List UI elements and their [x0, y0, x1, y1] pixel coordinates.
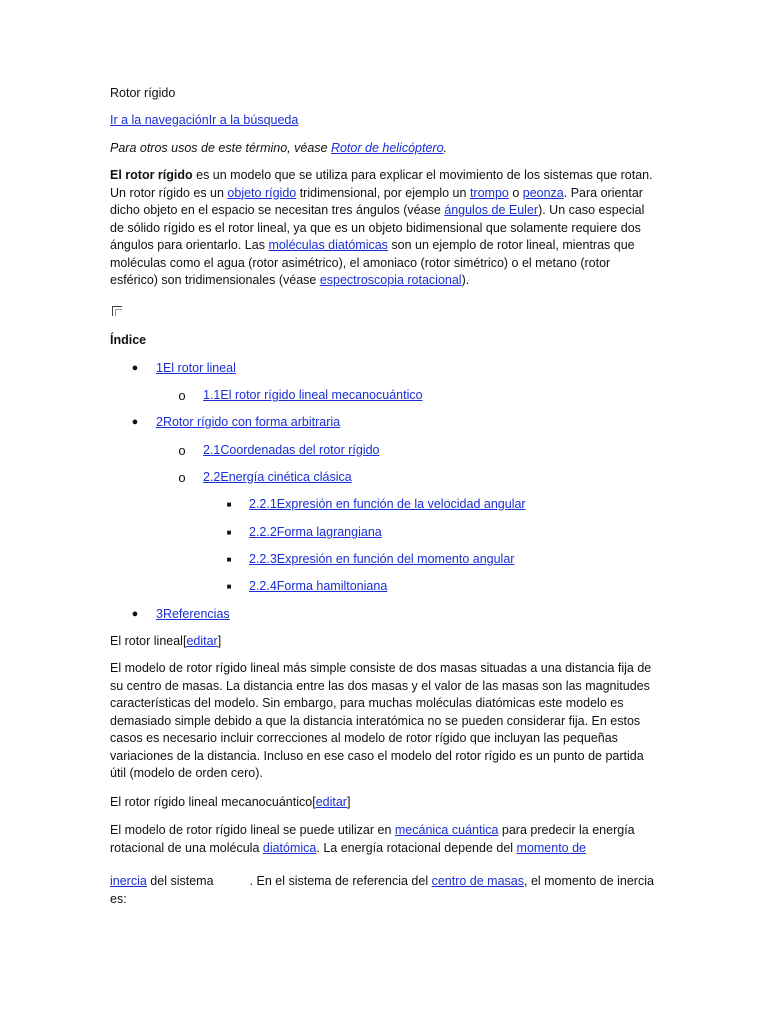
hatnote: [110, 140, 658, 158]
hatnote-suffix: .: [443, 141, 448, 155]
edit-bracket: ]: [346, 795, 351, 809]
intro-text: tridimensional, por ejemplo un: [296, 185, 470, 200]
link-trompo[interactable]: trompo: [469, 185, 509, 200]
link-espectroscopia-rotacional[interactable]: espectroscopia rotacional: [319, 273, 462, 287]
paragraph-text: para predecir la energía rotacional de una molécula: [110, 823, 635, 855]
paragraph-text: . La energía rotacional depende del: [316, 840, 517, 855]
toc-link[interactable]: 2.2.2Forma lagrangiana: [249, 525, 382, 539]
intro-text: ).: [461, 273, 470, 287]
section-heading-mecanocuantico: [110, 794, 658, 812]
link-diatomica[interactable]: diatómica: [262, 840, 317, 855]
link-objeto-rigido[interactable]: objeto rígido: [227, 185, 297, 200]
bullet-disc-icon: ●: [131, 362, 139, 374]
skip-to-search-link[interactable]: Ir a la búsqueda: [208, 113, 299, 127]
intro-text: o: [508, 185, 523, 200]
intro-text: . Para orientar dicho objeto en el espacio se necesitan tres ángulos (véase: [110, 185, 643, 217]
intro-text: ). Un caso especial de sólido rígido es el rotor lineal, ya que es un objeto bidimensional que solamente requiere dos ángulos para orientarlo. Las: [110, 203, 645, 252]
link-angulos-de-euler[interactable]: ángulos de Euler: [444, 203, 539, 217]
skip-to-navigation-link[interactable]: Ir a la navegación: [110, 113, 209, 127]
toc-link[interactable]: 2.2.4Forma hamiltoniana: [249, 579, 388, 593]
edit-bracket: [: [182, 634, 187, 648]
link-momento-de-inercia[interactable]: inercia: [110, 874, 147, 888]
bullet-square-icon: ■: [226, 582, 232, 591]
paragraph-text: El modelo de rotor rígido lineal se puede utilizar en: [110, 823, 395, 837]
bullet-circle-icon: o: [178, 388, 186, 403]
edit-section-link[interactable]: editar: [315, 795, 347, 809]
bullet-circle-icon: o: [178, 470, 186, 485]
edit-bracket: ]: [217, 634, 222, 648]
toc-link[interactable]: 3Referencias: [156, 607, 230, 621]
intro-text: es un modelo que se utiliza para explicar el movimiento de los sistemas que rotan. Un rotor rígido es un: [110, 168, 653, 200]
bullet-disc-icon: ●: [131, 608, 139, 620]
section-rotor-lineal-body: El modelo de rotor rígido lineal más simple consiste de dos masas situadas a una distancia fija de su centro de masas. La distancia entre las dos masas y el valor de las masas son las magnitudes características del modelo. Sin embargo, para muchas moléculas diatómicas este modelo es demasiado simple debido a que la distancia interatómica no se pueden considerar fija. En estos casos es necesario incluir correcciones al modelo de rotor rígido que incluyan las pequeñas variaciones de la distancia. Incluso en ese caso el modelo del rotor rígido es un punto de partida útil (modelo de orden cero).: [110, 661, 652, 780]
section-heading-text: El rotor lineal: [110, 634, 183, 648]
toc-link[interactable]: 1El rotor lineal: [156, 361, 236, 375]
link-moleculas-diatomicas[interactable]: moléculas diatómicas: [268, 238, 388, 252]
link-mecanica-cuantica[interactable]: mecánica cuántica: [394, 823, 499, 837]
section-mecanocuantico-paragraph-2: [110, 873, 658, 908]
toc-link[interactable]: 2.2.3Expresión en función del momento angular: [249, 552, 515, 566]
paragraph-text: , el momento de inercia es:: [110, 874, 654, 906]
section-heading-text: El rotor rígido lineal mecanocuántico: [110, 795, 313, 809]
link-peonza[interactable]: peonza: [522, 185, 564, 200]
paragraph-text: del sistema: [146, 874, 214, 888]
section-heading-rotor-lineal: [110, 633, 658, 651]
bullet-square-icon: ■: [226, 555, 232, 564]
paragraph-text: . En el sistema de referencia del: [249, 874, 432, 888]
edit-bracket: [: [312, 795, 316, 809]
intro-bold-term: El rotor rígido: [110, 168, 193, 182]
hatnote-prefix: Para otros usos de este término, véase: [110, 141, 331, 155]
edit-section-link[interactable]: editar: [186, 634, 218, 648]
page-title: Rotor rígido: [110, 86, 176, 100]
bullet-square-icon: ■: [226, 500, 232, 509]
bullet-square-icon: ■: [226, 528, 232, 537]
section-mecanocuantico-paragraph-1: [110, 822, 658, 857]
toc-heading: Índice: [110, 333, 147, 347]
link-momento-de-inercia[interactable]: momento de: [516, 840, 587, 855]
toc-link[interactable]: 1.1El rotor rígido lineal mecanocuántico: [203, 388, 423, 402]
intro-paragraph: [110, 167, 658, 290]
toc-link[interactable]: 2.2.1Expresión en función de la velocidad angular: [249, 497, 526, 511]
skip-links: [110, 112, 658, 130]
broken-image-icon: [112, 306, 122, 316]
toc-link[interactable]: 2.1Coordenadas del rotor rígido: [203, 443, 380, 457]
intro-text: son un ejemplo de rotor lineal, mientras que moléculas como el agua (rotor asimétrico), el amoniaco (rotor simétrico) o el metano (rotor esférico) son tridimensionales (véase: [110, 238, 635, 287]
bullet-circle-icon: o: [178, 443, 186, 458]
toc-link[interactable]: 2Rotor rígido con forma arbitraria: [156, 415, 341, 429]
bullet-disc-icon: ●: [131, 416, 139, 428]
toc-link[interactable]: 2.2Energía cinética clásica: [203, 470, 352, 484]
link-centro-de-masas[interactable]: centro de masas: [431, 874, 524, 888]
hatnote-link[interactable]: Rotor de helicóptero: [330, 141, 444, 155]
